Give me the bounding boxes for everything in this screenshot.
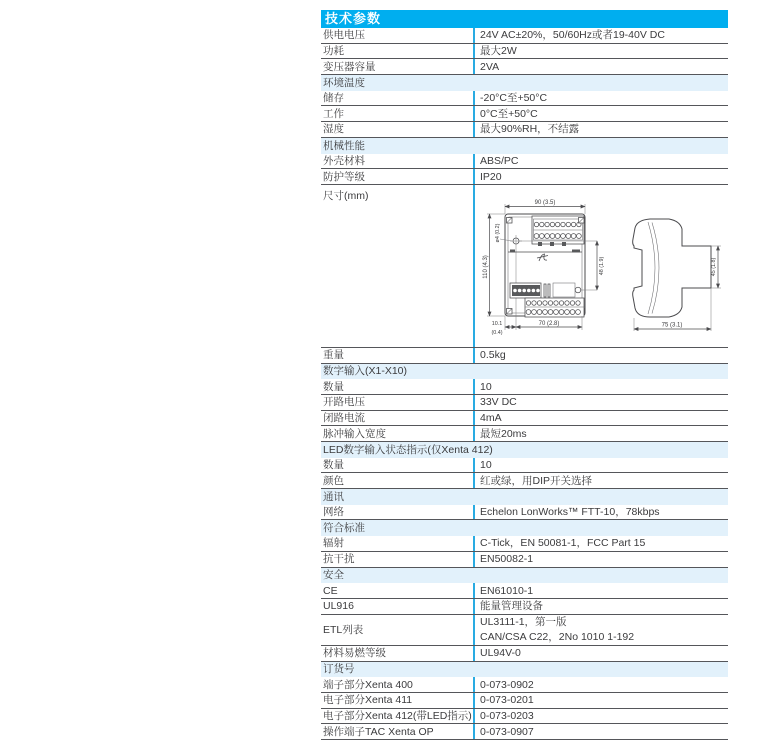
spec-value-line: EN61010-1 xyxy=(480,584,534,597)
table-title: 技术参数 xyxy=(321,10,728,28)
technical-parameters-table xyxy=(321,10,728,740)
spec-value xyxy=(473,583,728,598)
spec-row xyxy=(321,646,728,662)
spec-label: 数量 xyxy=(323,459,344,471)
spec-value-line: C-Tick，EN 50081-1，FCC Part 15 xyxy=(480,537,646,550)
spec-value xyxy=(473,646,728,661)
spec-row xyxy=(321,411,728,427)
spec-label: 电子部分Xenta 411 xyxy=(323,694,413,707)
spec-row xyxy=(321,677,728,693)
dimensions-diagram xyxy=(476,187,723,339)
spec-row xyxy=(321,458,728,474)
spec-value-line: 0°C至+50°C xyxy=(480,107,538,120)
spec-value xyxy=(473,426,728,441)
spec-value xyxy=(473,473,728,488)
dim-front-width: 90 (3.5) xyxy=(534,199,556,206)
spec-row xyxy=(321,122,728,138)
spec-value-line: 0-073-0201 xyxy=(480,694,534,707)
spec-row xyxy=(321,169,728,185)
spec-label: 颜色 xyxy=(323,474,344,487)
spec-row xyxy=(321,724,728,740)
spec-value xyxy=(473,395,728,410)
spec-value xyxy=(473,505,728,520)
spec-row xyxy=(321,426,728,442)
section-label: 符合标准 xyxy=(323,522,365,535)
spec-label: 操作端子TAC Xenta OP xyxy=(323,725,434,738)
section-header-row xyxy=(321,75,728,91)
spec-row xyxy=(321,106,728,122)
spec-row xyxy=(321,615,728,646)
spec-value-line: 最大90%RH，不结露 xyxy=(480,123,580,136)
spec-value-line: IP20 xyxy=(480,170,502,183)
spec-value-line: 能量管理设备 xyxy=(480,600,543,613)
section-label: 数字输入(X1-X10) xyxy=(323,365,408,378)
dim-front-height: 110 (4.3) xyxy=(483,255,489,279)
spec-value xyxy=(473,615,728,645)
dim-hole-span: 48 (1.9) xyxy=(599,256,605,276)
spec-value xyxy=(473,348,728,363)
section-label: LED数字输入状态指示(仅Xenta 412) xyxy=(323,443,493,456)
spec-row xyxy=(321,395,728,411)
spec-label: 重量 xyxy=(323,349,344,362)
section-label: 通讯 xyxy=(323,490,344,503)
spec-value xyxy=(473,693,728,708)
spec-label: 尺寸(mm) xyxy=(323,189,369,202)
dim-hole: ø4 (0.2) xyxy=(495,223,501,243)
section-label: 环境温度 xyxy=(323,76,365,89)
spec-value xyxy=(473,458,728,473)
spec-row xyxy=(321,505,728,521)
spec-value xyxy=(473,411,728,426)
dim-offset-left-2: (0.4) xyxy=(491,329,503,336)
section-header-row xyxy=(321,138,728,154)
spec-value-line: 红或绿，用DIP开关选择 xyxy=(480,474,593,487)
spec-label: 湿度 xyxy=(323,123,344,136)
spec-row xyxy=(321,154,728,170)
dim-side-height: 45 (1.8) xyxy=(711,257,717,277)
spec-row xyxy=(321,473,728,489)
spec-value xyxy=(473,185,728,347)
spec-label: 外壳材料 xyxy=(323,154,365,167)
spec-label: 辐射 xyxy=(323,537,344,550)
spec-value xyxy=(473,552,728,567)
spec-rows-top xyxy=(321,28,728,185)
spec-row xyxy=(321,44,728,60)
mounting-hole-bottom xyxy=(575,287,581,293)
spec-label: 闭路电流 xyxy=(323,411,365,424)
spec-row xyxy=(321,693,728,709)
section-label: 安全 xyxy=(323,569,344,582)
spec-value-line: 24V AC±20%，50/60Hz或者19-40V DC xyxy=(480,29,665,42)
spec-label: 网络 xyxy=(323,506,344,519)
bottom-terminal-block xyxy=(525,298,584,317)
section-header-row xyxy=(321,662,728,678)
spec-value-line: 4mA xyxy=(480,411,502,424)
section-header-row xyxy=(321,520,728,536)
spec-label: 功耗 xyxy=(323,45,344,57)
section-header-row xyxy=(321,364,728,380)
dimensions-row xyxy=(321,185,728,348)
spec-rows-bottom xyxy=(321,348,728,740)
spec-label: 端子部分Xenta 400 xyxy=(323,678,413,691)
spec-value xyxy=(473,154,728,169)
spec-value-line: 10 xyxy=(480,380,492,393)
spec-value-line: 0.5kg xyxy=(480,349,506,362)
spec-value xyxy=(473,599,728,614)
spec-value xyxy=(473,536,728,551)
spec-label: 电子部分Xenta 412(带LED指示) xyxy=(323,710,472,723)
spec-value xyxy=(473,379,728,394)
spec-label: 开路电压 xyxy=(323,396,365,409)
spec-value xyxy=(473,709,728,724)
section-label: 机械性能 xyxy=(323,139,365,152)
spec-row xyxy=(321,552,728,568)
spec-value-line: 2VA xyxy=(480,60,500,73)
spec-value xyxy=(473,169,728,184)
spec-value-line: 0-073-0902 xyxy=(480,678,534,691)
spec-row xyxy=(321,709,728,725)
spec-row xyxy=(321,583,728,599)
spec-label: 供电电压 xyxy=(323,29,365,42)
spec-label: 抗干扰 xyxy=(323,553,355,566)
spec-value xyxy=(473,122,728,137)
spec-value-line: 最短20ms xyxy=(480,427,527,440)
spec-label: CE xyxy=(323,584,338,597)
spec-value-line: Echelon LonWorks™ FTT-10，78kbps xyxy=(480,506,660,519)
spec-label: 工作 xyxy=(323,107,344,120)
spec-value xyxy=(473,59,728,74)
spec-value xyxy=(473,91,728,106)
spec-label: 数量 xyxy=(323,380,344,393)
spec-value-line: ABS/PC xyxy=(480,154,519,167)
spec-label: 防护等级 xyxy=(323,170,365,183)
section-header-row xyxy=(321,442,728,458)
side-view-body xyxy=(633,219,711,317)
spec-label: 变压器容量 xyxy=(323,60,376,73)
spec-value xyxy=(473,677,728,692)
spec-row xyxy=(321,91,728,107)
spec-label: ETL列表 xyxy=(323,623,364,636)
spec-label: 储存 xyxy=(323,92,344,105)
spec-value xyxy=(473,724,728,739)
spec-label: 材料易燃等级 xyxy=(323,647,386,660)
spec-value-line: EN50082-1 xyxy=(480,553,534,566)
spec-value-line: 0-073-0907 xyxy=(480,725,534,738)
spec-value-line: UL3111-1，第一版 xyxy=(480,616,567,629)
section-header-row xyxy=(321,489,728,505)
spec-row xyxy=(321,536,728,552)
spec-value-line: UL94V-0 xyxy=(480,647,521,660)
spec-value xyxy=(473,44,728,59)
spec-value-line: -20°C至+50°C xyxy=(480,92,548,105)
spec-label: UL916 xyxy=(323,600,354,613)
spec-value xyxy=(473,28,728,43)
section-label: 订货号 xyxy=(323,663,355,676)
spec-row xyxy=(321,348,728,364)
spec-value-line: 33V DC xyxy=(480,396,517,409)
spec-value-line: 最大2W xyxy=(480,45,517,57)
spec-value-line: 10 xyxy=(480,459,492,471)
dim-side-depth: 75 (3.1) xyxy=(661,322,683,329)
spec-row xyxy=(321,59,728,75)
spec-value-line: CAN/CSA C22，2No 1010 1-192 xyxy=(480,631,635,644)
spec-value-line: 0-073-0203 xyxy=(480,710,534,723)
spec-value xyxy=(473,106,728,121)
spec-row xyxy=(321,28,728,44)
spec-row xyxy=(321,599,728,615)
spec-label: 脉冲输入宽度 xyxy=(323,427,386,440)
section-header-row xyxy=(321,568,728,584)
lower-left-terminal-block xyxy=(510,283,541,298)
dim-offset-left-1: 10.1 xyxy=(491,320,503,327)
dim-bottom-width: 70 (2.8) xyxy=(538,320,560,327)
spec-row xyxy=(321,379,728,395)
